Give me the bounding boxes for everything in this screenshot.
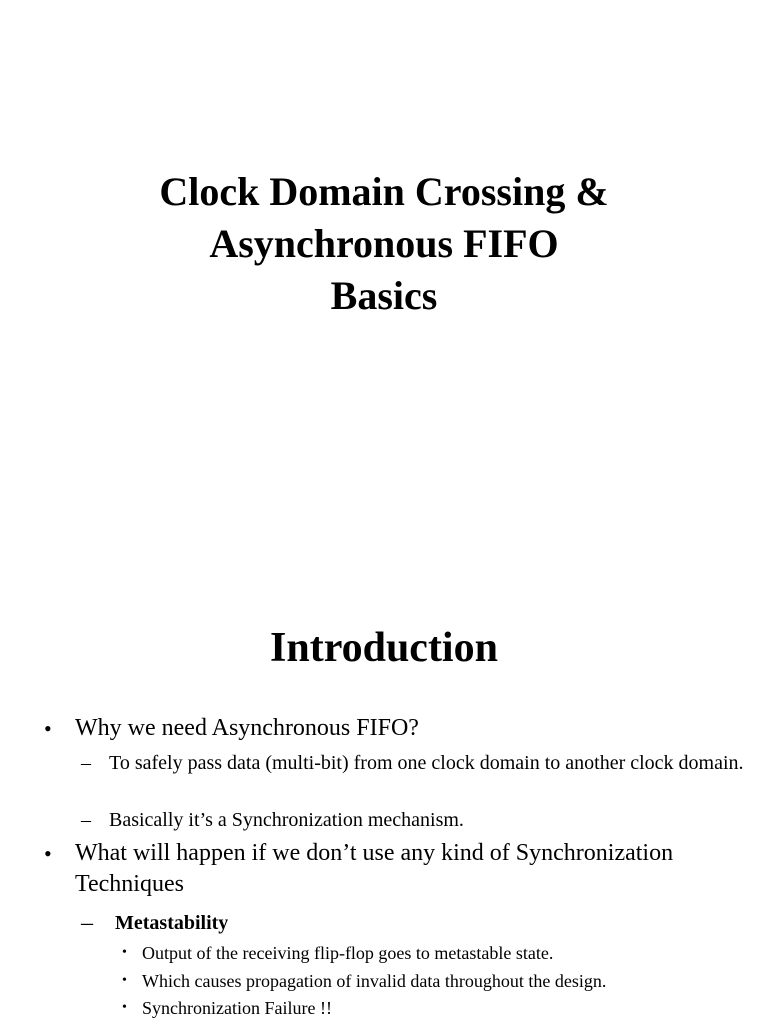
sub-sub-bullet-text: Output of the receiving flip-flop goes to metastable state. — [142, 943, 554, 963]
dot-marker: • — [122, 973, 127, 988]
sub-bullet-text: Basically it’s a Synchronization mechanism. — [109, 809, 464, 831]
sub-sub-bullet-text: Which causes propagation of invalid data throughout the design. — [142, 971, 607, 991]
sub-bullet-text: Metastability — [115, 912, 229, 934]
introduction-slide — [0, 576, 768, 1024]
title-line-2: Asynchronous FIFO — [209, 221, 559, 266]
title-line-1: Clock Domain Crossing & — [159, 169, 609, 214]
dash-marker: – — [81, 752, 91, 774]
bullet-marker: • — [44, 841, 52, 866]
sub-sub-bullet-text: Synchronization Failure !! — [142, 998, 332, 1018]
dash-marker: – — [81, 809, 91, 831]
sub-bullet-text: To safely pass data (multi-bit) from one clock domain to another clock domain. — [109, 752, 744, 774]
slide-heading: Introduction — [270, 625, 498, 671]
slide-title — [0, 166, 768, 322]
bullet-text: Why we need Asynchronous FIFO? — [75, 715, 419, 741]
bullet-marker: • — [44, 716, 52, 741]
dash-marker: – — [81, 910, 93, 936]
bullet-text: What will happen if we don’t use any kind of Synchronization Techniques — [75, 840, 674, 897]
dot-marker: • — [122, 945, 127, 960]
title-line-3: Basics — [330, 273, 438, 318]
dot-marker: • — [122, 1000, 127, 1015]
